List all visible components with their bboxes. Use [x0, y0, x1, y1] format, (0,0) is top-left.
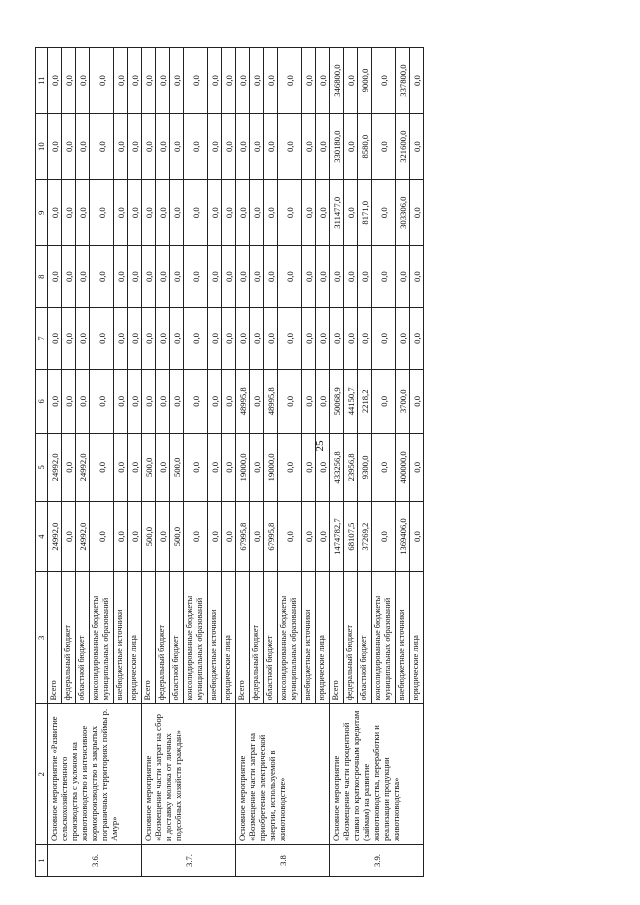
funding-source: юридические лица: [128, 572, 142, 704]
amount-cell: 0,0: [264, 180, 278, 246]
amount-cell: 0,0: [128, 433, 142, 501]
amount-cell: 0,0: [128, 369, 142, 433]
amount-cell: 0,0: [76, 180, 90, 246]
amount-cell: 0,0: [372, 180, 396, 246]
amount-cell: 0,0: [330, 246, 344, 308]
amount-cell: 0,0: [170, 114, 184, 180]
amount-cell: 0,0: [156, 114, 170, 180]
amount-cell: 0,0: [76, 48, 90, 114]
amount-cell: 0,0: [222, 369, 236, 433]
amount-cell: 0,0: [372, 246, 396, 308]
measure-name: Основное мероприятие «Возмещение части затрат на сбор и доставку молока от личных подсобных хозяйств граждан»: [142, 704, 236, 845]
amount-cell: 0,0: [344, 180, 358, 246]
amount-cell: 0,0: [208, 48, 222, 114]
amount-cell: 37269,2: [358, 501, 372, 571]
amount-cell: 0,0: [278, 433, 302, 501]
amount-cell: 500,0: [170, 501, 184, 571]
column-number-row: [36, 48, 48, 877]
amount-cell: 0,0: [410, 369, 424, 433]
amount-cell: 0,0: [316, 180, 330, 246]
column-number-header: 10: [36, 114, 48, 180]
amount-cell: 0,0: [114, 433, 128, 501]
amount-cell: 0,0: [90, 114, 114, 180]
funding-source: консолидированные бюджеты муниципальных образований: [278, 572, 302, 704]
amount-cell: 0,0: [48, 114, 62, 180]
column-number-header: 3: [36, 572, 48, 704]
amount-cell: 48995,8: [236, 369, 250, 433]
amount-cell: 0,0: [236, 180, 250, 246]
amount-cell: 67995,8: [264, 501, 278, 571]
column-number-header: 5: [36, 433, 48, 501]
amount-cell: 0,0: [184, 48, 208, 114]
amount-cell: 0,0: [142, 180, 156, 246]
amount-cell: 0,0: [48, 308, 62, 370]
amount-cell: 0,0: [76, 246, 90, 308]
amount-cell: 0,0: [90, 180, 114, 246]
funding-source: юридические лица: [410, 572, 424, 704]
amount-cell: 0,0: [316, 114, 330, 180]
amount-cell: 0,0: [250, 246, 264, 308]
amount-cell: 0,0: [222, 501, 236, 571]
budget-table: [35, 47, 424, 877]
amount-cell: 0,0: [372, 308, 396, 370]
amount-cell: 0,0: [410, 501, 424, 571]
amount-cell: 0,0: [170, 369, 184, 433]
amount-cell: 0,0: [236, 48, 250, 114]
amount-cell: 0,0: [114, 369, 128, 433]
amount-cell: 0,0: [48, 180, 62, 246]
amount-cell: 0,0: [344, 114, 358, 180]
amount-cell: 0,0: [264, 114, 278, 180]
amount-cell: 0,0: [222, 308, 236, 370]
amount-cell: 0,0: [156, 48, 170, 114]
amount-cell: 0,0: [410, 246, 424, 308]
amount-cell: 0,0: [302, 501, 316, 571]
amount-cell: 500,0: [142, 433, 156, 501]
amount-cell: 0,0: [358, 246, 372, 308]
amount-cell: 0,0: [90, 501, 114, 571]
amount-cell: 0,0: [278, 180, 302, 246]
amount-cell: 0,0: [316, 308, 330, 370]
amount-cell: 0,0: [170, 246, 184, 308]
measure-code: 3.7.: [142, 845, 236, 877]
amount-cell: 0,0: [128, 308, 142, 370]
amount-cell: 0,0: [184, 501, 208, 571]
amount-cell: 50068,9: [330, 369, 344, 433]
amount-cell: 0,0: [250, 180, 264, 246]
amount-cell: 500,0: [142, 501, 156, 571]
amount-cell: 0,0: [114, 114, 128, 180]
amount-cell: 0,0: [278, 48, 302, 114]
funding-source: областной бюджет: [76, 572, 90, 704]
amount-cell: 0,0: [208, 308, 222, 370]
amount-cell: 0,0: [208, 246, 222, 308]
amount-cell: 0,0: [48, 246, 62, 308]
amount-cell: 0,0: [156, 180, 170, 246]
amount-cell: 0,0: [222, 180, 236, 246]
amount-cell: 0,0: [410, 114, 424, 180]
amount-cell: 1369406,0: [396, 501, 410, 571]
amount-cell: 0,0: [222, 114, 236, 180]
amount-cell: 0,0: [222, 246, 236, 308]
amount-cell: 0,0: [302, 308, 316, 370]
column-number-header: 1: [36, 845, 48, 877]
amount-cell: 0,0: [250, 114, 264, 180]
amount-cell: 0,0: [76, 369, 90, 433]
amount-cell: 0,0: [302, 246, 316, 308]
amount-cell: 0,0: [170, 48, 184, 114]
amount-cell: 0,0: [250, 369, 264, 433]
amount-cell: 0,0: [372, 369, 396, 433]
amount-cell: 0,0: [316, 369, 330, 433]
funding-source: внебюджетные источники: [302, 572, 316, 704]
amount-cell: 0,0: [208, 433, 222, 501]
amount-cell: 0,0: [372, 501, 396, 571]
column-number-header: 9: [36, 180, 48, 246]
amount-cell: 0,0: [156, 369, 170, 433]
amount-cell: 400000,0: [396, 433, 410, 501]
amount-cell: 68107,5: [344, 501, 358, 571]
amount-cell: 19000,0: [236, 433, 250, 501]
page-number: 25: [314, 440, 326, 452]
funding-source: федеральный бюджет: [344, 572, 358, 704]
funding-source: консолидированные бюджеты муниципальных образований: [372, 572, 396, 704]
amount-cell: 0,0: [344, 246, 358, 308]
measure-code: 3.9.: [330, 845, 424, 877]
column-number-header: 11: [36, 48, 48, 114]
amount-cell: 0,0: [48, 369, 62, 433]
amount-cell: 311477,0: [330, 180, 344, 246]
funding-source: Всего: [142, 572, 156, 704]
amount-cell: 0,0: [316, 433, 330, 501]
amount-cell: 3700,0: [396, 369, 410, 433]
amount-cell: 24992,0: [76, 501, 90, 571]
amount-cell: 0,0: [236, 308, 250, 370]
amount-cell: 67995,8: [236, 501, 250, 571]
amount-cell: 0,0: [278, 369, 302, 433]
amount-cell: 48995,8: [264, 369, 278, 433]
measure-name: Основное мероприятие «Возмещение части процентной ставки по краткосрочным кредитам (займам) на развитие животноводства, переработки и реализации продукции животноводства»: [330, 704, 424, 845]
amount-cell: 0,0: [142, 308, 156, 370]
amount-cell: 321600,0: [396, 114, 410, 180]
column-number-header: 6: [36, 369, 48, 433]
amount-cell: 0,0: [128, 48, 142, 114]
funding-source: федеральный бюджет: [156, 572, 170, 704]
amount-cell: 0,0: [208, 369, 222, 433]
amount-cell: 0,0: [302, 180, 316, 246]
amount-cell: 0,0: [278, 114, 302, 180]
amount-cell: 0,0: [344, 48, 358, 114]
amount-cell: 0,0: [62, 369, 76, 433]
column-number-header: 4: [36, 501, 48, 571]
amount-cell: 0,0: [410, 308, 424, 370]
amount-cell: 0,0: [156, 308, 170, 370]
amount-cell: 0,0: [184, 246, 208, 308]
amount-cell: 0,0: [410, 48, 424, 114]
amount-cell: 0,0: [184, 180, 208, 246]
funding-source: областной бюджет: [264, 572, 278, 704]
amount-cell: 0,0: [142, 48, 156, 114]
amount-cell: 0,0: [302, 369, 316, 433]
amount-cell: 0,0: [222, 433, 236, 501]
amount-cell: 0,0: [62, 180, 76, 246]
amount-cell: 0,0: [156, 433, 170, 501]
amount-cell: 0,0: [358, 308, 372, 370]
amount-cell: 0,0: [250, 48, 264, 114]
amount-cell: 0,0: [114, 48, 128, 114]
amount-cell: 23956,8: [344, 433, 358, 501]
amount-cell: 0,0: [184, 369, 208, 433]
amount-cell: 8580,0: [358, 114, 372, 180]
amount-cell: 0,0: [278, 308, 302, 370]
amount-cell: 0,0: [302, 433, 316, 501]
measure-code: 3.8: [236, 845, 330, 877]
amount-cell: 0,0: [62, 114, 76, 180]
funding-source: Всего: [48, 572, 62, 704]
amount-cell: 0,0: [90, 308, 114, 370]
amount-cell: 24992,0: [76, 433, 90, 501]
amount-cell: 0,0: [184, 114, 208, 180]
rotated-table-page: [35, 47, 605, 877]
amount-cell: 0,0: [90, 48, 114, 114]
funding-source: областной бюджет: [170, 572, 184, 704]
funding-source: консолидированные бюджеты муниципальных образований: [90, 572, 114, 704]
amount-cell: 0,0: [62, 433, 76, 501]
amount-cell: 0,0: [372, 48, 396, 114]
amount-cell: 0,0: [142, 114, 156, 180]
amount-cell: 9300,0: [358, 433, 372, 501]
amount-cell: 0,0: [142, 246, 156, 308]
amount-cell: 0,0: [208, 180, 222, 246]
measure-name: Основное мероприятие «Возмещение части затрат на приобретение электрической энергии, используемой в животноводстве»: [236, 704, 330, 845]
amount-cell: 0,0: [114, 501, 128, 571]
amount-cell: 0,0: [90, 246, 114, 308]
amount-cell: 1474782,7: [330, 501, 344, 571]
table-row: [48, 48, 62, 877]
measure-name: Основное мероприятие «Развитие сельскохозяйственного производства с уклоном на животноводство и интенсивное кормопроизводство в закрытых пограничных территориях поймы р. Амур»: [48, 704, 142, 845]
amount-cell: 0,0: [48, 48, 62, 114]
amount-cell: 0,0: [396, 246, 410, 308]
funding-source: федеральный бюджет: [62, 572, 76, 704]
table-row: [142, 48, 156, 877]
amount-cell: 0,0: [62, 246, 76, 308]
amount-cell: 0,0: [236, 246, 250, 308]
amount-cell: 337800,0: [396, 48, 410, 114]
amount-cell: 0,0: [316, 48, 330, 114]
amount-cell: 346800,0: [330, 48, 344, 114]
funding-source: федеральный бюджет: [250, 572, 264, 704]
table-row: [330, 48, 344, 877]
amount-cell: 0,0: [128, 114, 142, 180]
amount-cell: 0,0: [76, 114, 90, 180]
amount-cell: 2218,2: [358, 369, 372, 433]
amount-cell: 44150,7: [344, 369, 358, 433]
funding-source: областной бюджет: [358, 572, 372, 704]
amount-cell: 0,0: [128, 180, 142, 246]
amount-cell: 0,0: [208, 501, 222, 571]
amount-cell: 0,0: [250, 501, 264, 571]
amount-cell: 9000,0: [358, 48, 372, 114]
amount-cell: 0,0: [264, 308, 278, 370]
column-number-header: 2: [36, 704, 48, 845]
amount-cell: 0,0: [236, 114, 250, 180]
amount-cell: 0,0: [410, 433, 424, 501]
amount-cell: 0,0: [372, 114, 396, 180]
funding-source: Всего: [236, 572, 250, 704]
column-number-header: 8: [36, 246, 48, 308]
amount-cell: 19000,0: [264, 433, 278, 501]
amount-cell: 0,0: [184, 433, 208, 501]
amount-cell: 0,0: [128, 246, 142, 308]
funding-source: юридические лица: [222, 572, 236, 704]
amount-cell: 0,0: [278, 246, 302, 308]
amount-cell: 0,0: [396, 308, 410, 370]
amount-cell: 0,0: [302, 48, 316, 114]
amount-cell: 0,0: [410, 180, 424, 246]
amount-cell: 0,0: [90, 369, 114, 433]
amount-cell: 0,0: [114, 246, 128, 308]
amount-cell: 24992,0: [48, 433, 62, 501]
amount-cell: 0,0: [62, 308, 76, 370]
funding-source: консолидированные бюджеты муниципальных образований: [184, 572, 208, 704]
amount-cell: 0,0: [142, 369, 156, 433]
amount-cell: 8171,0: [358, 180, 372, 246]
measure-code: 3.6.: [48, 845, 142, 877]
amount-cell: 0,0: [316, 501, 330, 571]
amount-cell: 0,0: [184, 308, 208, 370]
funding-source: внебюджетные источники: [114, 572, 128, 704]
amount-cell: 0,0: [264, 48, 278, 114]
amount-cell: 0,0: [170, 180, 184, 246]
amount-cell: 0,0: [170, 308, 184, 370]
amount-cell: 0,0: [250, 433, 264, 501]
amount-cell: 0,0: [250, 308, 264, 370]
amount-cell: 500,0: [170, 433, 184, 501]
amount-cell: 0,0: [62, 48, 76, 114]
amount-cell: 0,0: [264, 246, 278, 308]
amount-cell: 0,0: [114, 180, 128, 246]
amount-cell: 0,0: [90, 433, 114, 501]
amount-cell: 0,0: [76, 308, 90, 370]
amount-cell: 0,0: [128, 501, 142, 571]
funding-source: Всего: [330, 572, 344, 704]
amount-cell: 0,0: [208, 114, 222, 180]
amount-cell: 0,0: [156, 246, 170, 308]
amount-cell: 330180,0: [330, 114, 344, 180]
funding-source: внебюджетные источники: [208, 572, 222, 704]
amount-cell: 0,0: [222, 48, 236, 114]
amount-cell: 0,0: [316, 246, 330, 308]
amount-cell: 0,0: [302, 114, 316, 180]
amount-cell: 0,0: [330, 308, 344, 370]
amount-cell: 0,0: [372, 433, 396, 501]
amount-cell: 303306,0: [396, 180, 410, 246]
amount-cell: 0,0: [156, 501, 170, 571]
amount-cell: 0,0: [62, 501, 76, 571]
amount-cell: 24992,0: [48, 501, 62, 571]
table-row: [236, 48, 250, 877]
amount-cell: 0,0: [278, 501, 302, 571]
funding-source: юридические лица: [316, 572, 330, 704]
amount-cell: 0,0: [114, 308, 128, 370]
column-number-header: 7: [36, 308, 48, 370]
amount-cell: 433256,8: [330, 433, 344, 501]
funding-source: внебюджетные источники: [396, 572, 410, 704]
amount-cell: 0,0: [344, 308, 358, 370]
